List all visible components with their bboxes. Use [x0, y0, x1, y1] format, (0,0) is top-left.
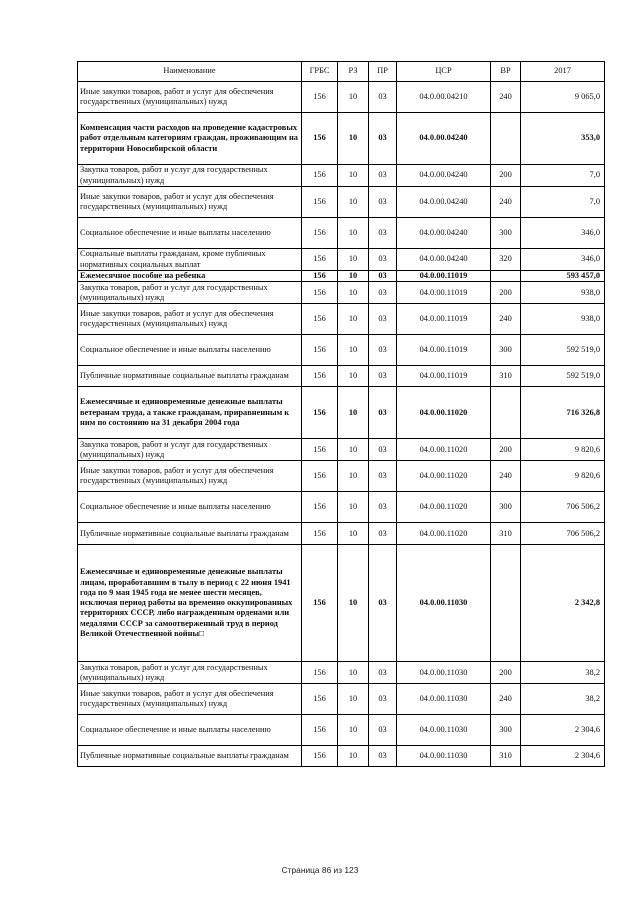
cell-vr: 300	[491, 715, 521, 746]
cell-grbs: 156	[302, 335, 338, 366]
cell-vr	[491, 545, 521, 662]
table-row	[78, 113, 605, 165]
cell-rz: 10	[338, 249, 369, 271]
cell-name: Закупка товаров, работ и услуг для государственных (муниципальных) нужд	[78, 282, 302, 304]
cell-amount: 353,0	[521, 113, 605, 165]
cell-rz: 10	[338, 439, 369, 461]
cell-name: Публичные нормативные социальные выплаты гражданам	[78, 746, 302, 767]
header-row	[78, 62, 605, 82]
table-row	[78, 218, 605, 249]
table-row	[78, 662, 605, 684]
cell-name: Социальное обеспечение и иные выплаты населению	[78, 492, 302, 523]
cell-csr: 04.0.00.11020	[397, 523, 491, 545]
cell-amount: 9 820,6	[521, 439, 605, 461]
cell-vr: 310	[491, 366, 521, 387]
cell-amount: 9 065,0	[521, 82, 605, 113]
cell-name: Социальное обеспечение и иные выплаты населению	[78, 715, 302, 746]
cell-csr: 04.0.00.11019	[397, 271, 491, 282]
table-row	[78, 746, 605, 767]
cell-rz: 10	[338, 113, 369, 165]
table-row	[78, 304, 605, 335]
header-name: Наименование	[78, 62, 302, 82]
cell-vr: 320	[491, 249, 521, 271]
cell-rz: 10	[338, 715, 369, 746]
cell-grbs: 156	[302, 113, 338, 165]
cell-pr: 03	[369, 492, 397, 523]
cell-csr: 04.0.00.11020	[397, 439, 491, 461]
cell-name: Публичные нормативные социальные выплаты гражданам	[78, 523, 302, 545]
cell-csr: 04.0.00.11020	[397, 492, 491, 523]
cell-vr: 240	[491, 82, 521, 113]
table-row	[78, 366, 605, 387]
cell-name: Иные закупки товаров, работ и услуг для обеспечения государственных (муниципальных) нужд	[78, 684, 302, 715]
cell-vr: 200	[491, 165, 521, 187]
cell-grbs: 156	[302, 684, 338, 715]
cell-pr: 03	[369, 335, 397, 366]
table-row	[78, 271, 605, 282]
header-csr: ЦСР	[397, 62, 491, 82]
cell-grbs: 156	[302, 439, 338, 461]
cell-pr: 03	[369, 218, 397, 249]
cell-pr: 03	[369, 662, 397, 684]
cell-rz: 10	[338, 282, 369, 304]
table-row	[78, 249, 605, 271]
cell-pr: 03	[369, 304, 397, 335]
cell-name: Иные закупки товаров, работ и услуг для обеспечения государственных (муниципальных) нужд	[78, 461, 302, 492]
cell-name: Иные закупки товаров, работ и услуг для обеспечения государственных (муниципальных) нужд	[78, 304, 302, 335]
cell-rz: 10	[338, 523, 369, 545]
cell-csr: 04.0.00.11030	[397, 545, 491, 662]
cell-pr: 03	[369, 113, 397, 165]
cell-pr: 03	[369, 82, 397, 113]
cell-csr: 04.0.00.11030	[397, 746, 491, 767]
cell-name: Компенсация части расходов на проведение кадастровых работ отдельным категориям граждан, проживающим на территории Новосибирской области	[78, 113, 302, 165]
cell-pr: 03	[369, 439, 397, 461]
cell-rz: 10	[338, 165, 369, 187]
cell-vr: 240	[491, 187, 521, 218]
cell-csr: 04.0.00.11019	[397, 335, 491, 366]
cell-csr: 04.0.00.11020	[397, 461, 491, 492]
cell-amount: 706 506,2	[521, 523, 605, 545]
cell-rz: 10	[338, 187, 369, 218]
cell-rz: 10	[338, 304, 369, 335]
cell-amount: 593 457,0	[521, 271, 605, 282]
cell-grbs: 156	[302, 82, 338, 113]
cell-csr: 04.0.00.04240	[397, 165, 491, 187]
cell-vr: 240	[491, 461, 521, 492]
table-row	[78, 282, 605, 304]
cell-pr: 03	[369, 545, 397, 662]
cell-pr: 03	[369, 387, 397, 439]
table-row	[78, 523, 605, 545]
cell-rz: 10	[338, 271, 369, 282]
cell-csr: 04.0.00.04210	[397, 82, 491, 113]
cell-vr: 300	[491, 335, 521, 366]
cell-name: Закупка товаров, работ и услуг для государственных (муниципальных) нужд	[78, 165, 302, 187]
cell-grbs: 156	[302, 662, 338, 684]
cell-name: Ежемесячное пособие на ребенка	[78, 271, 302, 282]
cell-pr: 03	[369, 715, 397, 746]
cell-pr: 03	[369, 249, 397, 271]
cell-amount: 938,0	[521, 282, 605, 304]
cell-rz: 10	[338, 82, 369, 113]
cell-amount: 716 326,8	[521, 387, 605, 439]
cell-pr: 03	[369, 746, 397, 767]
cell-rz: 10	[338, 492, 369, 523]
cell-name: Социальное обеспечение и иные выплаты населению	[78, 218, 302, 249]
header-grbs: ГРБС	[302, 62, 338, 82]
cell-vr: 240	[491, 304, 521, 335]
cell-pr: 03	[369, 271, 397, 282]
cell-grbs: 156	[302, 492, 338, 523]
cell-amount: 706 506,2	[521, 492, 605, 523]
table-row	[78, 439, 605, 461]
cell-grbs: 156	[302, 461, 338, 492]
table-row	[78, 461, 605, 492]
cell-csr: 04.0.00.04240	[397, 218, 491, 249]
cell-rz: 10	[338, 461, 369, 492]
cell-grbs: 156	[302, 187, 338, 218]
table-row	[78, 545, 605, 662]
cell-vr: 310	[491, 523, 521, 545]
table-row	[78, 335, 605, 366]
cell-name: Публичные нормативные социальные выплаты гражданам	[78, 366, 302, 387]
table-row	[78, 684, 605, 715]
cell-vr: 200	[491, 439, 521, 461]
table-row	[78, 387, 605, 439]
table-row	[78, 715, 605, 746]
cell-rz: 10	[338, 218, 369, 249]
cell-amount: 9 820,6	[521, 461, 605, 492]
cell-csr: 04.0.00.11019	[397, 282, 491, 304]
table-row	[78, 187, 605, 218]
cell-name: Иные закупки товаров, работ и услуг для обеспечения государственных (муниципальных) нужд	[78, 82, 302, 113]
header-pr: ПР	[369, 62, 397, 82]
cell-csr: 04.0.00.11030	[397, 684, 491, 715]
cell-csr: 04.0.00.04240	[397, 249, 491, 271]
cell-amount: 38,2	[521, 662, 605, 684]
cell-pr: 03	[369, 461, 397, 492]
cell-rz: 10	[338, 662, 369, 684]
cell-grbs: 156	[302, 387, 338, 439]
cell-vr: 300	[491, 492, 521, 523]
cell-grbs: 156	[302, 523, 338, 545]
cell-rz: 10	[338, 746, 369, 767]
cell-amount: 7,0	[521, 165, 605, 187]
cell-pr: 03	[369, 282, 397, 304]
cell-amount: 2 304,6	[521, 746, 605, 767]
cell-grbs: 156	[302, 545, 338, 662]
cell-grbs: 156	[302, 715, 338, 746]
table-body	[78, 82, 605, 767]
header-year: 2017	[521, 62, 605, 82]
cell-pr: 03	[369, 684, 397, 715]
cell-csr: 04.0.00.11019	[397, 366, 491, 387]
cell-vr: 300	[491, 218, 521, 249]
cell-csr: 04.0.00.11030	[397, 715, 491, 746]
cell-amount: 7,0	[521, 187, 605, 218]
cell-amount: 592 519,0	[521, 335, 605, 366]
cell-amount: 592 519,0	[521, 366, 605, 387]
cell-rz: 10	[338, 335, 369, 366]
cell-amount: 938,0	[521, 304, 605, 335]
cell-name: Социальное обеспечение и иные выплаты населению	[78, 335, 302, 366]
header-vr: ВР	[491, 62, 521, 82]
cell-amount: 38,2	[521, 684, 605, 715]
cell-name: Социальные выплаты гражданам, кроме публичных нормативных социальных выплат	[78, 249, 302, 271]
table-row	[78, 492, 605, 523]
cell-amount: 2 304,6	[521, 715, 605, 746]
table-row	[78, 165, 605, 187]
cell-vr: 310	[491, 746, 521, 767]
cell-grbs: 156	[302, 249, 338, 271]
cell-name: Ежемесячные и единовременные денежные выплаты лицам, проработавшим в тылу в период с 22 июня 1941 года по 9 мая 1945 года не менее шести месяцев, исключая период работы на временно оккупированных территориях СССР, либо награжденным орденами или медалями СССР за самоотверженный труд в период Великой Отечественной войны□	[78, 545, 302, 662]
cell-csr: 04.0.00.04240	[397, 113, 491, 165]
cell-pr: 03	[369, 165, 397, 187]
cell-grbs: 156	[302, 282, 338, 304]
cell-name: Иные закупки товаров, работ и услуг для обеспечения государственных (муниципальных) нужд	[78, 187, 302, 218]
cell-pr: 03	[369, 366, 397, 387]
cell-vr: 200	[491, 662, 521, 684]
cell-grbs: 156	[302, 366, 338, 387]
cell-name: Ежемесячные и единовременные денежные выплаты ветеранам труда, а также гражданам, приравненным к ним по состоянию на 31 декабря 2004 года	[78, 387, 302, 439]
cell-pr: 03	[369, 187, 397, 218]
cell-vr	[491, 271, 521, 282]
cell-csr: 04.0.00.04240	[397, 187, 491, 218]
cell-csr: 04.0.00.11020	[397, 387, 491, 439]
cell-vr	[491, 113, 521, 165]
cell-grbs: 156	[302, 165, 338, 187]
cell-grbs: 156	[302, 271, 338, 282]
cell-grbs: 156	[302, 304, 338, 335]
cell-pr: 03	[369, 523, 397, 545]
cell-name: Закупка товаров, работ и услуг для государственных (муниципальных) нужд	[78, 439, 302, 461]
cell-amount: 346,0	[521, 249, 605, 271]
cell-csr: 04.0.00.11030	[397, 662, 491, 684]
cell-vr: 240	[491, 684, 521, 715]
cell-grbs: 156	[302, 746, 338, 767]
cell-rz: 10	[338, 684, 369, 715]
cell-name: Закупка товаров, работ и услуг для государственных (муниципальных) нужд	[78, 662, 302, 684]
page-footer: Страница 86 из 123	[281, 865, 359, 875]
cell-csr: 04.0.00.11019	[397, 304, 491, 335]
cell-rz: 10	[338, 366, 369, 387]
cell-amount: 346,0	[521, 218, 605, 249]
cell-grbs: 156	[302, 218, 338, 249]
budget-table	[77, 61, 605, 767]
cell-vr	[491, 387, 521, 439]
cell-amount: 2 342,8	[521, 545, 605, 662]
cell-rz: 10	[338, 545, 369, 662]
cell-vr: 200	[491, 282, 521, 304]
table-row	[78, 82, 605, 113]
cell-rz: 10	[338, 387, 369, 439]
header-rz: РЗ	[338, 62, 369, 82]
